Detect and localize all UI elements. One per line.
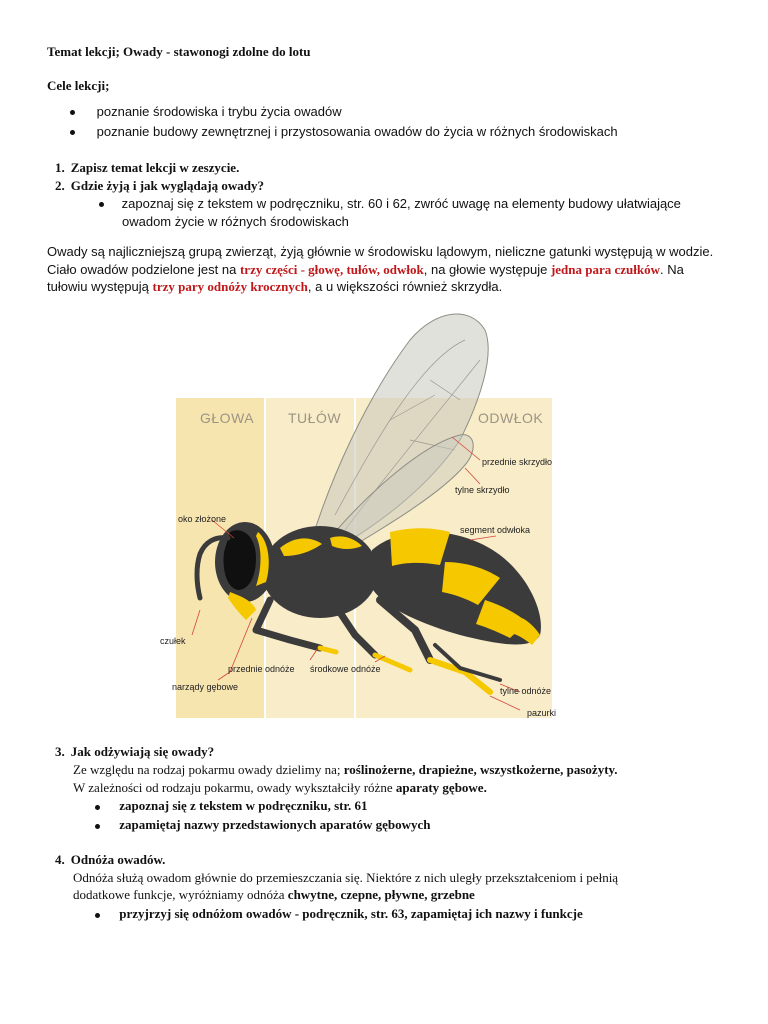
step-2-bullet-cont: owadom życie w różnych środowiskach [122, 214, 349, 229]
bullet-icon [95, 805, 100, 810]
label-antenna: czułek [160, 636, 186, 646]
step-1: 1. Zapisz temat lekcji w zeszycie. [55, 160, 240, 175]
bullet-icon [70, 110, 75, 115]
step-3-bullet: zapamiętaj nazwy przedstawionych aparatów gębowych [95, 817, 431, 833]
goal-item: poznanie budowy zewnętrznej i przystosowania owadów do życia w różnych środowiskach [70, 124, 618, 139]
lesson-title: Temat lekcji; Owady - stawonogi zdolne do lotu [47, 44, 311, 59]
label-middle-leg: środkowe odnóże [310, 664, 381, 674]
step-4-line: Odnóża służą owadom głównie do przemieszczania się. Niektóre z nich uległy przekształceniom i pełnią [73, 870, 619, 885]
step-2-bullet: zapoznaj się z tekstem w podręczniku, str. 60 i 62, zwróć uwagę na elementy budowy ułatwiające [99, 196, 681, 211]
step-2: 2. Gdzie żyją i jak wyglądają owady? [55, 178, 264, 193]
intro-paragraph-line: Owady są najliczniejszą grupą zwierząt, żyją głównie w środowisku lądowym, nieliczne gatunki występują w wodzie. [47, 244, 714, 259]
wasp-diagram [160, 300, 580, 725]
step-4-line: dodatkowe funkcje, wyróżniamy odnóża chwytne, czepne, pływne, grzebne [73, 887, 475, 902]
step-3-bullet: zapoznaj się z tekstem w podręczniku, str. 61 [95, 798, 368, 814]
bullet-icon [99, 202, 104, 207]
goal-item: poznanie środowiska i trybu życia owadów [70, 104, 342, 119]
step-3-line: W zależności od rodzaju pokarmu, owady wykształciły różne aparaty gębowe. [73, 780, 487, 795]
label-hind-wing: tylne skrzydło [455, 485, 510, 495]
label-front-leg: przednie odnóże [228, 664, 295, 674]
label-abdomen-segment: segment odwłoka [460, 525, 531, 535]
intro-paragraph-line: tułowiu występują trzy pary odnóży krocznych, a u większości również skrzydła. [47, 279, 503, 294]
label-claws: pazurki [527, 708, 557, 718]
step-3-line: Ze względu na rodzaj pokarmu owady dzielimy na; roślinożerne, drapieżne, wszystkożerne, pasożyty. [73, 762, 618, 777]
section-label-head: GŁOWA [200, 410, 255, 426]
label-compound-eye: oko złożone [178, 514, 227, 524]
thorax [262, 526, 378, 618]
goals-heading: Cele lekcji; [47, 78, 110, 93]
bullet-icon [95, 824, 100, 829]
step-3: 3. Jak odżywiają się owady? [55, 744, 215, 759]
bullet-icon [70, 130, 75, 135]
label-front-wing: przednie skrzydło [482, 457, 553, 467]
section-label-abdomen: ODWŁOK [478, 410, 544, 426]
label-mouthparts: narządy gębowe [172, 682, 239, 692]
step-4: 4. Odnóża owadów. [55, 852, 166, 867]
bullet-icon [95, 913, 100, 918]
section-label-thorax: TUŁÓW [288, 410, 342, 426]
intro-paragraph-line: Ciało owadów podzielone jest na trzy części - głowę, tułów, odwłok, na głowie występuje jedna para czułków. Na [47, 262, 684, 277]
label-hind-leg: tylne odnóże [500, 686, 552, 696]
step-4-bullet: przyjrzyj się odnóżom owadów - podręcznik, str. 63, zapamiętaj ich nazwy i funkcje [95, 906, 583, 922]
